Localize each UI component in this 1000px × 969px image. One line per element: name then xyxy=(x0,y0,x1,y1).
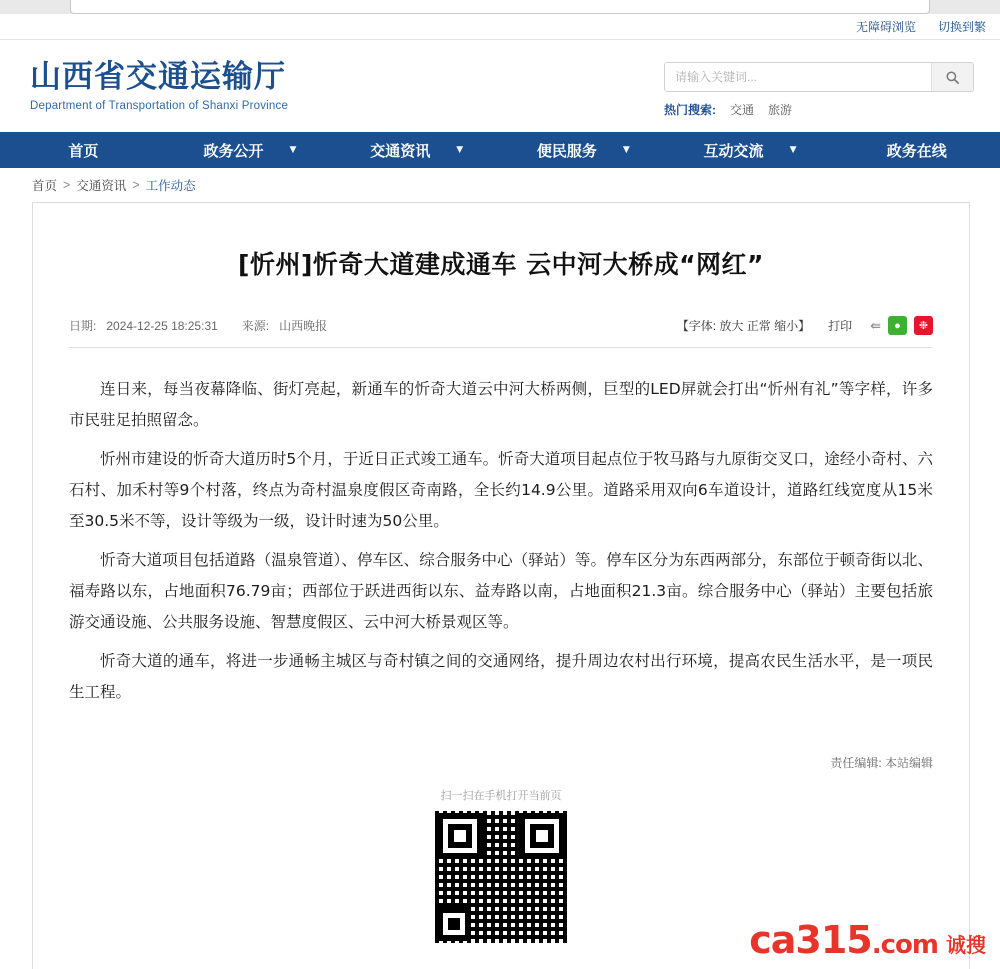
qr-caption: 扫一扫在手机打开当前页 xyxy=(440,790,562,802)
traditional-chinese-link[interactable]: 切换到繁 xyxy=(937,20,986,34)
page-title: [忻州]忻奇大道建成通车 云中河大桥成“网红” xyxy=(238,250,764,279)
breadcrumb xyxy=(0,168,1000,202)
nav-item-online-services[interactable] xyxy=(833,132,1000,168)
hot-search-label: 热门搜索: xyxy=(664,103,716,117)
article-date xyxy=(69,317,218,334)
site-logo[interactable] xyxy=(30,60,288,112)
nav-item-home[interactable] xyxy=(0,132,167,168)
article-editor: 责任编辑: 本站编辑 xyxy=(830,756,933,770)
watermark-domain-text: .com xyxy=(871,930,938,960)
nav-item-traffic-news[interactable] xyxy=(333,132,500,168)
qr-eye-icon xyxy=(437,907,471,941)
chevron-down-icon: ▼ xyxy=(789,145,797,155)
wechat-icon[interactable]: ● xyxy=(888,316,907,335)
nav-label-home: 首页 xyxy=(68,141,99,160)
qr-code-image xyxy=(435,811,567,943)
breadcrumb-item-0[interactable]: 首页 xyxy=(32,179,58,193)
utility-bar xyxy=(0,14,1000,40)
nav-label-government-affairs: 政务公开 xyxy=(203,141,264,160)
article-paragraph: 忻州市建设的忻奇大道历时5个月，于近日正式竣工通车。忻奇大道项目起点位于牧马路与九原街交叉口，途经小奇村、六石村、加禾村等9个村落，终点为奇村温泉度假区奇南路，全长约14.9公里。道路采用双向6车道设计，道路红线宽度从15米至30.5米不等，设计等级为一级，设计时速为50公里。 xyxy=(69,450,933,530)
print-button[interactable]: 打印 xyxy=(828,319,853,333)
breadcrumb-separator: > xyxy=(63,178,71,192)
nav-label-online-services: 政务在线 xyxy=(886,141,947,160)
breadcrumb-item-2[interactable]: 工作动态 xyxy=(145,179,196,193)
article-date-label: 日期: xyxy=(69,319,97,333)
article-meta-right xyxy=(677,316,933,335)
search-icon xyxy=(945,70,960,85)
weibo-icon[interactable]: ❉ xyxy=(914,316,933,335)
article-paragraph: 忻奇大道项目包括道路（温泉管道）、停车区、综合服务中心（驿站）等。停车区分为东西两部分，东部位于顿奇街以北、福寿路以东，占地面积76.79亩；西部位于跃进西街以东、益寿路以南，占地面积21.3亩。综合服务中心（驿站）主要包括旅游交通设施、公共服务设施、智慧度假区、云中河大桥景观区等。 xyxy=(69,551,933,631)
article-paragraph: 连日来，每当夜幕降临、街灯亮起，新通车的忻奇大道云中河大桥两侧，巨型的LED屏就会打出“忻州有礼”等字样，许多市民驻足拍照留念。 xyxy=(69,380,933,429)
article-source xyxy=(242,317,327,334)
breadcrumb-item-1[interactable]: 交通资讯 xyxy=(76,179,127,193)
hot-search-item-1[interactable]: 旅游 xyxy=(768,103,793,117)
chevron-down-icon: ▼ xyxy=(289,145,297,155)
article-meta-left xyxy=(69,317,327,334)
site-header xyxy=(0,40,1000,132)
browser-bar-fragment xyxy=(70,0,930,14)
breadcrumb-separator: > xyxy=(132,178,140,192)
accessibility-link[interactable]: 无障碍浏览 xyxy=(855,20,916,34)
logo-title-cn: 山西省交通运输厅 xyxy=(30,59,286,96)
article-source-label: 来源: xyxy=(241,319,270,333)
article-meta-row xyxy=(69,316,933,348)
nav-label-public-services: 便民服务 xyxy=(536,141,597,160)
qr-section xyxy=(69,787,933,969)
article-body xyxy=(69,348,933,708)
search-button[interactable] xyxy=(931,63,973,91)
watermark-cn-text: 诚搜 xyxy=(946,933,986,957)
search-bar xyxy=(664,62,974,92)
article-paragraph: 忻奇大道的通车，将进一步通畅主城区与奇村镇之间的交通网络，提升周边农村出行环境，提高农民生活水平，是一项民生工程。 xyxy=(69,652,933,701)
hot-search-row xyxy=(664,101,974,118)
watermark-brand-text: ca315 xyxy=(749,918,872,962)
nav-label-interaction: 互动交流 xyxy=(703,141,764,160)
search-block xyxy=(664,62,974,118)
site-container xyxy=(0,14,1000,969)
logo-title-en: Department of Transportation of Shanxi Province xyxy=(30,99,289,112)
nav-item-government-affairs[interactable] xyxy=(167,132,334,168)
article-date-value: 2024-12-25 18:25:31 xyxy=(106,319,218,333)
nav-item-interaction[interactable] xyxy=(667,132,834,168)
chevron-down-icon: ▼ xyxy=(456,145,464,155)
hot-search-item-0[interactable]: 交通 xyxy=(730,103,755,117)
nav-label-traffic-news: 交通资讯 xyxy=(370,141,431,160)
article-source-value: 山西晚报 xyxy=(279,319,328,333)
nav-item-public-services[interactable] xyxy=(500,132,667,168)
search-input[interactable] xyxy=(665,63,931,91)
share-icon[interactable]: ⇚ xyxy=(870,317,881,333)
chevron-down-icon: ▼ xyxy=(622,145,630,155)
font-size-control[interactable]: 【字体: 放大 正常 缩小】 xyxy=(676,319,811,333)
main-nav xyxy=(0,132,1000,168)
share-icons xyxy=(870,316,933,335)
article-card xyxy=(32,202,970,969)
